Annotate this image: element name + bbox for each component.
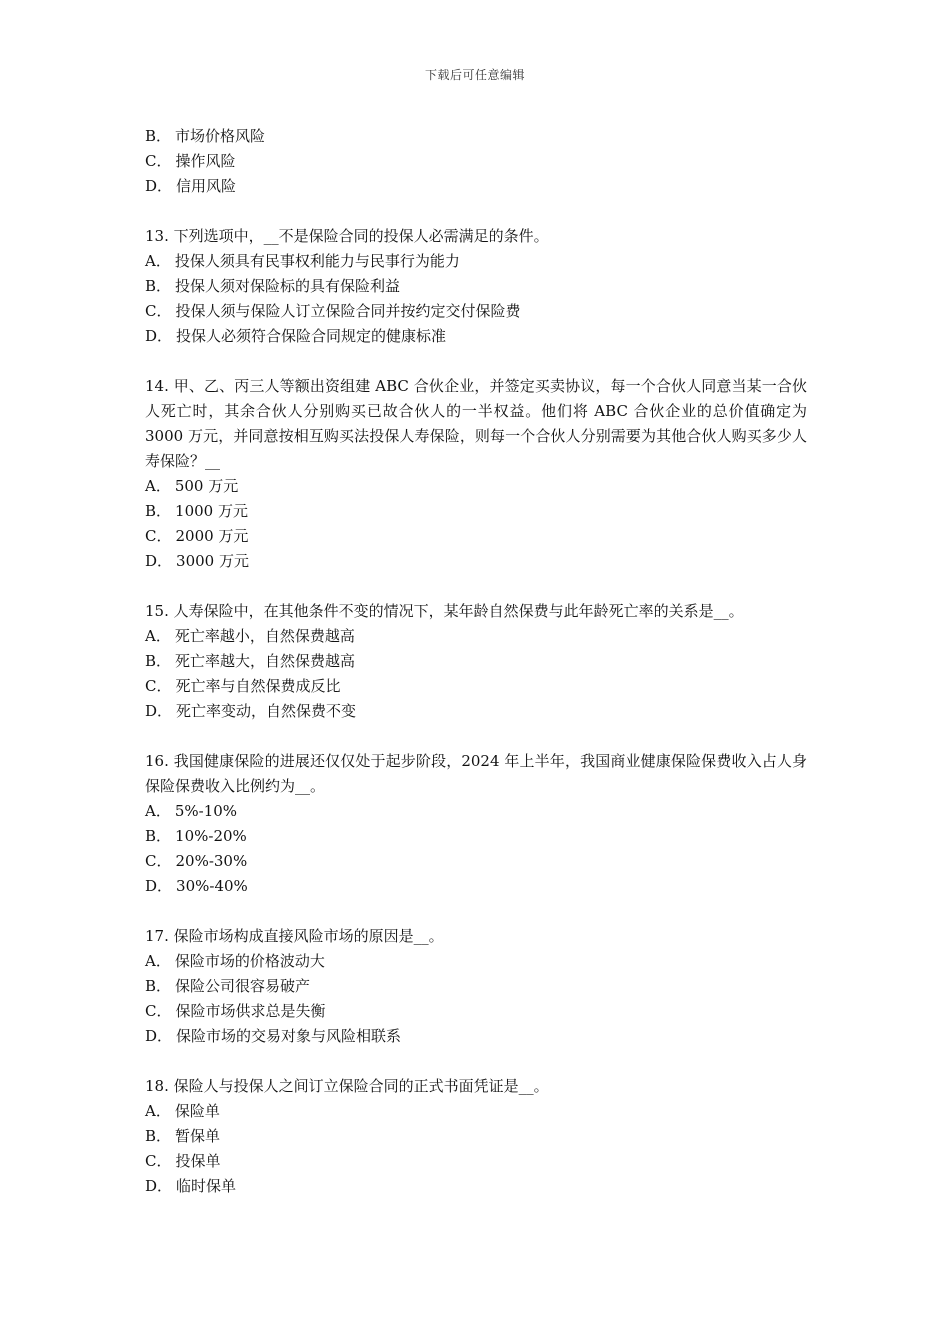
option-c	[145, 1149, 807, 1174]
option-c	[145, 524, 807, 549]
option-a	[145, 949, 807, 974]
option-text: 投保人必须符合保险合同规定的健康标准	[176, 327, 447, 345]
option-text: 10%-20%	[175, 827, 247, 845]
option-text: 2000 万元	[175, 527, 249, 545]
question-stem: 18. 保险人与投保人之间订立保险合同的正式书面凭证是__。	[145, 1077, 549, 1095]
option-b	[145, 974, 807, 999]
option-a	[145, 799, 807, 824]
option-d	[145, 1024, 807, 1049]
option-text: 投保人须与保险人订立保险合同并按约定交付保险费	[175, 302, 521, 320]
option-letter: B．	[145, 127, 172, 145]
option-d	[145, 1174, 807, 1199]
option-c	[145, 999, 807, 1024]
option-b	[145, 824, 807, 849]
option-b	[145, 274, 807, 299]
option-b	[145, 649, 807, 674]
option-letter: B．	[145, 277, 172, 295]
option-letter: C．	[145, 152, 172, 170]
option-letter: B．	[145, 502, 172, 520]
option-text: 保险市场的交易对象与风险相联系	[176, 1027, 402, 1045]
option-letter: C．	[145, 302, 172, 320]
option-text: 20%-30%	[175, 852, 248, 870]
option-c	[145, 299, 807, 324]
option-letter: D．	[145, 327, 173, 345]
option-letter: D．	[145, 1177, 173, 1195]
option-a	[145, 474, 807, 499]
option-letter: D．	[145, 702, 173, 720]
question-stem: 15. 人寿保险中，在其他条件不变的情况下，某年龄自然保费与此年龄死亡率的关系是__。	[145, 602, 744, 620]
option-text: 信用风险	[176, 177, 237, 195]
option-letter: D．	[145, 1027, 173, 1045]
option-text: 暂保单	[175, 1127, 221, 1145]
option-a	[145, 624, 807, 649]
option-letter: B．	[145, 977, 172, 995]
option-text: 保险市场供求总是失衡	[175, 1002, 326, 1020]
option-text: 5%-10%	[174, 802, 238, 820]
option-letter: D．	[145, 877, 173, 895]
option-letter: C．	[145, 1152, 172, 1170]
option-letter: D．	[145, 552, 173, 570]
option-letter: A．	[145, 1102, 171, 1120]
option-c	[145, 149, 807, 174]
option-text: 投保人须具有民事权利能力与民事行为能力	[174, 252, 460, 270]
option-letter: B．	[145, 652, 172, 670]
question-17	[145, 924, 807, 1049]
question-stem: 14. 甲、乙、丙三人等额出资组建 ABC 合伙企业，并签定买卖协议，每一个合伙人同意当某一合伙人死亡时，其余合伙人分别购买已故合伙人的一半权益。他们将 ABC 合伙企业的总价值确定为 3000 万元，并同意按相互购买法投保人寿保险，则每一个合伙人分别需要为其他合伙人购买多少人寿保险？__	[145, 377, 807, 470]
question-stem: 17. 保险市场构成直接风险市场的原因是__。	[145, 927, 444, 945]
option-text: 市场价格风险	[175, 127, 266, 145]
option-b	[145, 124, 807, 149]
question-stem: 13. 下列选项中，__不是保险合同的投保人必需满足的条件。	[145, 227, 549, 245]
option-text: 30%-40%	[176, 877, 248, 895]
document-body	[145, 124, 807, 1224]
option-letter: C．	[145, 852, 172, 870]
option-letter: C．	[145, 677, 172, 695]
option-text: 临时保单	[176, 1177, 237, 1195]
option-d	[145, 174, 807, 199]
question-16	[145, 749, 807, 899]
question-14	[145, 374, 807, 574]
option-letter: A．	[145, 477, 171, 495]
option-letter: C．	[145, 527, 172, 545]
option-text: 死亡率越大，自然保费越高	[175, 652, 356, 670]
option-text: 保险市场的价格波动大	[174, 952, 325, 970]
option-text: 1000 万元	[175, 502, 248, 520]
option-text: 操作风险	[175, 152, 236, 170]
question-18	[145, 1074, 807, 1199]
option-text: 死亡率越小，自然保费越高	[174, 627, 355, 645]
question-stem: 16. 我国健康保险的进展还仅仅处于起步阶段，2024 年上半年，我国商业健康保险保费收入占人身保险保费收入比例约为__。	[145, 752, 807, 795]
option-letter: C．	[145, 1002, 172, 1020]
option-letter: B．	[145, 1127, 172, 1145]
option-letter: A．	[145, 802, 171, 820]
option-d	[145, 699, 807, 724]
option-text: 保险单	[174, 1102, 220, 1120]
option-c	[145, 849, 807, 874]
option-text: 死亡率与自然保费成反比	[175, 677, 341, 695]
option-letter: D．	[145, 177, 173, 195]
option-b	[145, 499, 807, 524]
option-letter: B．	[145, 827, 172, 845]
option-text: 投保人须对保险标的具有保险利益	[175, 277, 401, 295]
option-text: 500 万元	[174, 477, 239, 495]
option-a	[145, 1099, 807, 1124]
option-letter: A．	[145, 252, 171, 270]
option-d	[145, 324, 807, 349]
option-text: 投保单	[175, 1152, 221, 1170]
option-b	[145, 1124, 807, 1149]
option-d	[145, 549, 807, 574]
intro-options	[145, 124, 807, 199]
option-a	[145, 249, 807, 274]
page-header: 下载后可任意编辑	[424, 68, 525, 82]
option-text: 3000 万元	[176, 552, 249, 570]
question-13	[145, 224, 807, 349]
option-letter: A．	[145, 952, 171, 970]
option-text: 死亡率变动，自然保费不变	[176, 702, 357, 720]
option-letter: A．	[145, 627, 171, 645]
option-text: 保险公司很容易破产	[175, 977, 311, 995]
option-c	[145, 674, 807, 699]
option-d	[145, 874, 807, 899]
question-15	[145, 599, 807, 724]
